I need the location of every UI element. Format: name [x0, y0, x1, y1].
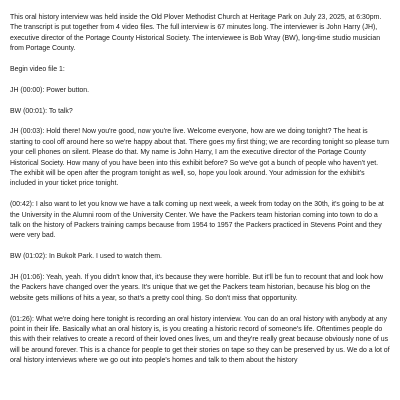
video-file-heading: Begin video file 1: — [10, 66, 65, 74]
transcript-entry: JH (01:06): Yeah, yeah. If you didn't know that, it's because they were horrible. But it'll be fun to recount that and look how the Packers have changed over the years. It's unique that we get the Packers team historian, because his blog on the website gets millions of hits a year, so that's a pretty cool thing. So don't miss that opportunity. — [10, 274, 384, 302]
transcript-entry: BW (01:02): In Bukolt Park. I used to watch them. — [10, 253, 162, 261]
transcript-entry: (01:26): What we're doing here tonight is recording an oral history interview. You can do an oral history with anybody at any point in their life. Basically what an oral history is, is you creating a historic record of someone's life. Oftentimes people do this with their relatives to create a record of their loved ones lives, um and they're really great because obviously none of us will be around forever. This is a chance for people to get their stories on tape so they can be preserved by us. We do a lot of oral history interviews where we go out into people's homes and talk to them about the history — [10, 315, 390, 365]
transcript-entry: (00:42): I also want to let you know we have a talk coming up next week, a week from today on the 30th, it's going to be at the University in the Alumni room of the University Center. We have the Packers team historian coming into town to do a talk on the history of Packers training camps because from 1954 to 1957 the Packers practiced in Stevens Point and they were very bad. — [10, 201, 384, 240]
transcript-entry: JH (00:03): Hold there! Now you're good, now you're live. Welcome everyone, how are we doing tonight? The heat is starting to cool off around here so we're happy about that. There goes my first thing; we are recording tonight so please turn your cell phones on silent. Please do that. My name is John Harry, I am the executive director of the Portage County Historical Society. How many of you have been into this exhibit before? So we've got a bunch of people who haven't yet. The exhibit will be open after the program tonight as well, so, hope you look around. Your admission for the exhibit's included in your ticket price tonight. — [10, 128, 389, 188]
transcript-entry: BW (00:01): To talk? — [10, 107, 73, 115]
transcript-entry: JH (00:00): Power button. — [10, 86, 90, 94]
intro-paragraph: This oral history interview was held inside the Old Plover Methodist Church at Heritage Park on July 23, 2025, at 6:30pm. The transcript is put together from 4 video files. The full interview is 67 minutes long. The interviewer is John Harry (JH), executive director of the Portage County Historical Society. The interviewee is Bob Wray (BW), long-time studio musician from Portage County. — [10, 14, 382, 53]
